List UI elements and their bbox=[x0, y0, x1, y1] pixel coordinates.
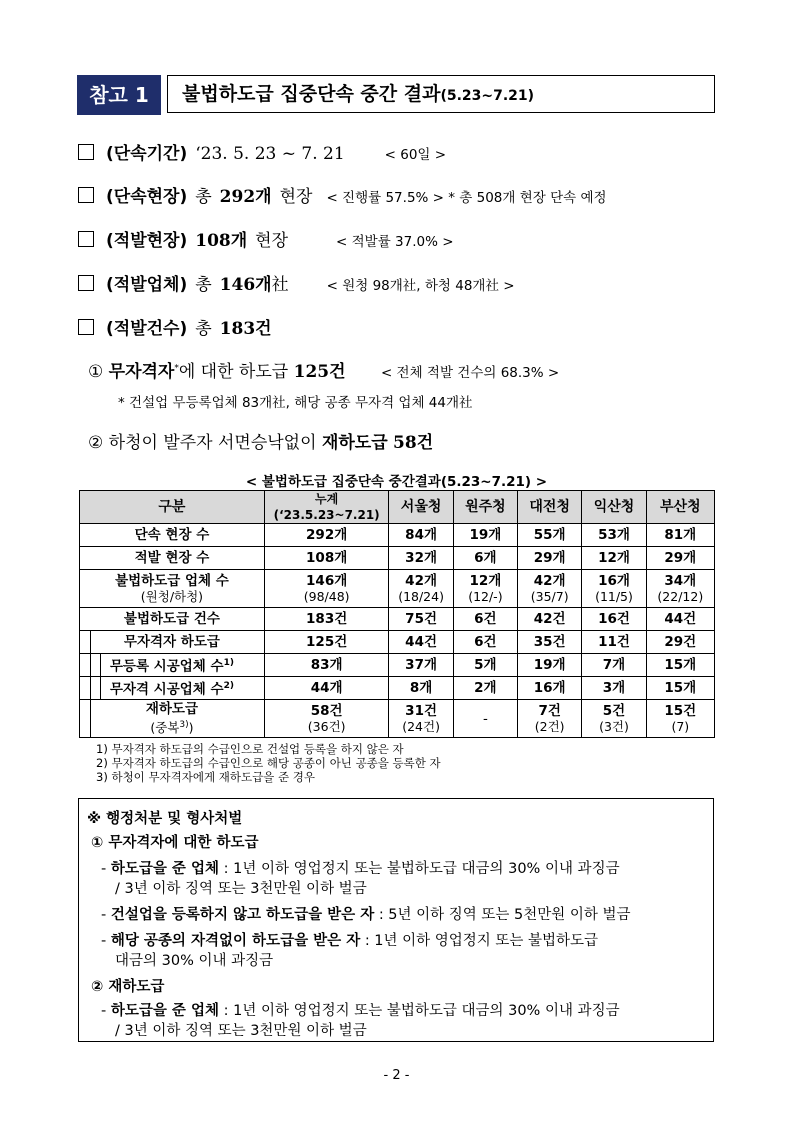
page-title bbox=[167, 75, 715, 113]
penalty-section-1: ① 무자격자에 대한 하도급 bbox=[91, 835, 259, 851]
footnote: 3) 하청이 무자격자에게 재하도급을 준 경우 bbox=[96, 770, 315, 784]
row-label-sub bbox=[80, 717, 264, 736]
cell-sub: (7) bbox=[671, 718, 690, 734]
cell: 3개 bbox=[582, 677, 646, 700]
page-number: - 2 - bbox=[383, 1068, 410, 1083]
header-cell: 부산청 bbox=[646, 491, 714, 524]
cell-sub: (98/48) bbox=[303, 588, 350, 604]
sub-value: 58건 bbox=[393, 433, 434, 453]
penalty-section-2: ② 재하도급 bbox=[91, 979, 165, 995]
footnote: 2) 무자격자 하도급의 수급인으로 해당 공종이 아닌 공종을 등록한 자 bbox=[96, 756, 441, 770]
cell: 16개 bbox=[518, 677, 582, 700]
cell bbox=[582, 700, 646, 738]
checkbox-icon bbox=[78, 187, 94, 203]
row-label: 단속 현장 수 bbox=[80, 524, 265, 547]
cell: 44건 bbox=[389, 631, 453, 654]
row-label-sub-text: (중복 bbox=[150, 720, 180, 736]
cell-main: 12개 bbox=[469, 572, 502, 589]
summary-period bbox=[78, 139, 446, 164]
dash: - bbox=[101, 1003, 107, 1019]
summary-note: < 진행률 57.5% > * 총 508개 현장 단속 예정 bbox=[326, 190, 607, 206]
cell-main: 42개 bbox=[405, 572, 437, 589]
cell-sub: (24건) bbox=[402, 718, 440, 734]
summary-suffix: 현장 bbox=[255, 231, 289, 251]
row-label-sub: (원청/하청) bbox=[140, 588, 204, 604]
checkbox-icon bbox=[78, 231, 94, 247]
sub-text: 에 대한 하도급 bbox=[178, 362, 289, 382]
cell-main: 16개 bbox=[598, 572, 630, 589]
cell: 19개 bbox=[453, 524, 517, 547]
cell: 12개 bbox=[582, 547, 646, 570]
cell: 292개 bbox=[264, 524, 389, 547]
cell: 35건 bbox=[518, 631, 582, 654]
penalty-subject: 하도급을 준 업체 bbox=[110, 1003, 219, 1019]
cell: 6개 bbox=[453, 547, 517, 570]
penalty-text: : 1년 이하 영업정지 또는 불법하도급 대금의 30% 이내 과징금 bbox=[223, 861, 620, 877]
table-row bbox=[80, 547, 715, 570]
row-label-sup: 2) bbox=[223, 681, 234, 692]
sub-item-unqualified bbox=[88, 357, 559, 382]
sub-number: ② bbox=[88, 433, 104, 453]
header-cell: 서울청 bbox=[389, 491, 453, 524]
cell bbox=[389, 570, 453, 608]
dash: - bbox=[101, 861, 107, 877]
cell: 108개 bbox=[264, 547, 389, 570]
cell: 75건 bbox=[389, 608, 453, 631]
penalty-text-cont: 대금의 30% 이내 과징금 bbox=[115, 953, 274, 969]
cell-sub: (11/5) bbox=[595, 588, 633, 604]
sub-note: < 전체 적발 건수의 68.3% > bbox=[380, 365, 560, 381]
summary-value: 183건 bbox=[219, 319, 272, 339]
cell-main: 31건 bbox=[405, 702, 437, 719]
title-period: (5.23~7.21) bbox=[440, 88, 535, 104]
sub-sup: * bbox=[174, 363, 179, 374]
penalty-text: : 5년 이하 징역 또는 5천만원 이하 벌금 bbox=[378, 907, 631, 923]
sub-label: 무자격자 bbox=[108, 362, 175, 382]
summary-value: ‘23. 5. 23 ~ 7. 21 bbox=[195, 144, 345, 164]
cell bbox=[646, 570, 714, 608]
summary-prefix: 총 bbox=[195, 319, 212, 339]
summary-value: 108개 bbox=[195, 231, 248, 251]
cell bbox=[582, 570, 646, 608]
cell: 2개 bbox=[453, 677, 517, 700]
row-label-sub-sup: 3) bbox=[179, 719, 189, 730]
cell bbox=[453, 570, 517, 608]
cell: 6건 bbox=[453, 608, 517, 631]
cell-main: 7건 bbox=[538, 702, 561, 719]
summary-sites bbox=[78, 182, 607, 207]
cell-sub: (2건) bbox=[534, 718, 565, 734]
header-cell: 누계(‘23.5.23~7.21) bbox=[264, 491, 389, 524]
table-row bbox=[80, 700, 715, 738]
cell: 44개 bbox=[264, 677, 389, 700]
header-cell: 대전청 bbox=[518, 491, 582, 524]
summary-label: (적발건수) bbox=[106, 319, 188, 339]
penalty-item bbox=[101, 929, 598, 950]
penalty-subject: 해당 공종의 자격없이 하도급을 받은 자 bbox=[110, 933, 361, 949]
cell: 83개 bbox=[264, 654, 389, 677]
summary-note: < 원청 98개社, 하청 48개社 > bbox=[326, 278, 515, 294]
cell: 125건 bbox=[264, 631, 389, 654]
penalty-text-cont: / 3년 이하 징역 또는 3천만원 이하 벌금 bbox=[115, 1023, 367, 1039]
cell: 29개 bbox=[646, 547, 714, 570]
cell: 15개 bbox=[646, 654, 714, 677]
table-row bbox=[80, 570, 715, 608]
penalty-subject: 하도급을 준 업체 bbox=[110, 861, 219, 877]
summary-detected-sites bbox=[78, 226, 454, 251]
row-label-main: 무자격 시공업체 수 bbox=[109, 681, 224, 698]
footnote: 1) 무자격자 하도급의 수급인으로 건설업 등록을 하지 않은 자 bbox=[96, 742, 404, 756]
cell bbox=[646, 700, 714, 738]
cell-main: - bbox=[482, 710, 488, 727]
row-label-main: 불법하도급 업체 수 bbox=[115, 572, 229, 589]
row-label bbox=[80, 700, 265, 738]
row-label: 적발 현장 수 bbox=[80, 547, 265, 570]
summary-companies bbox=[78, 270, 515, 295]
cell-sub: (36건) bbox=[307, 718, 346, 734]
summary-note: < 60일 > bbox=[384, 147, 447, 163]
cell bbox=[264, 700, 389, 738]
summary-prefix: 총 bbox=[195, 275, 212, 295]
summary-label: (적발업체) bbox=[106, 275, 188, 295]
row-label: 무자격자 하도급 bbox=[80, 631, 265, 654]
cell bbox=[453, 700, 517, 738]
cell: 8개 bbox=[389, 677, 453, 700]
sub-label: 재하도급 bbox=[321, 433, 388, 453]
row-label-sup: 1) bbox=[223, 658, 234, 669]
header-cell: 익산청 bbox=[582, 491, 646, 524]
cell: 183건 bbox=[264, 608, 389, 631]
penalty-item bbox=[101, 999, 620, 1020]
cell-main: 34개 bbox=[664, 572, 697, 589]
cell: 16건 bbox=[582, 608, 646, 631]
results-table bbox=[79, 490, 715, 738]
cell-main: 146개 bbox=[306, 572, 348, 589]
cell: 84개 bbox=[389, 524, 453, 547]
table-row bbox=[80, 524, 715, 547]
dash: - bbox=[101, 933, 107, 949]
table-header-row bbox=[80, 491, 715, 524]
cell: 19개 bbox=[518, 654, 582, 677]
cell-sub: (12/-) bbox=[468, 588, 503, 604]
penalty-text-cont: / 3년 이하 징역 또는 3천만원 이하 벌금 bbox=[115, 881, 367, 897]
penalty-item bbox=[101, 857, 620, 878]
penalty-title: ※ 행정처분 및 형사처벌 bbox=[87, 811, 243, 827]
table-row bbox=[80, 631, 715, 654]
summary-suffix: 社 bbox=[271, 275, 289, 295]
cell: 15개 bbox=[646, 677, 714, 700]
cell bbox=[389, 700, 453, 738]
cell bbox=[518, 700, 582, 738]
table-row bbox=[80, 677, 715, 700]
cell: 29건 bbox=[646, 631, 714, 654]
row-label bbox=[80, 654, 265, 677]
sub-footnote: * 건설업 무등록업체 83개社, 해당 공종 무자격 업체 44개社 bbox=[118, 395, 473, 411]
summary-label: (단속기간) bbox=[106, 144, 188, 164]
cell-main: 5건 bbox=[602, 702, 626, 719]
summary-prefix: 총 bbox=[195, 187, 212, 207]
header-cell: 원주청 bbox=[453, 491, 517, 524]
cell-sub: (18/24) bbox=[398, 588, 444, 604]
table-footnotes bbox=[96, 742, 441, 784]
table-row bbox=[80, 654, 715, 677]
cell-sub: (22/12) bbox=[657, 588, 704, 604]
cell: 37개 bbox=[389, 654, 453, 677]
reference-tag: 참고 1 bbox=[77, 75, 161, 115]
summary-cases bbox=[78, 314, 272, 339]
summary-value: 292개 bbox=[219, 187, 272, 207]
summary-label: (단속현장) bbox=[106, 187, 188, 207]
row-label: 불법하도급 건수 bbox=[80, 608, 265, 631]
cell: 55개 bbox=[518, 524, 582, 547]
summary-value: 146개 bbox=[219, 275, 272, 295]
sub-item-resubcontract bbox=[88, 428, 433, 453]
cell bbox=[518, 570, 582, 608]
summary-note: < 적발률 37.0% > bbox=[336, 234, 454, 250]
cell: 81개 bbox=[646, 524, 714, 547]
cell bbox=[264, 570, 389, 608]
checkbox-icon bbox=[78, 319, 94, 335]
row-label-sub-end: ) bbox=[188, 720, 194, 736]
table-row bbox=[80, 608, 715, 631]
table-caption: < 불법하도급 집중단속 중간결과(5.23~7.21) > bbox=[245, 474, 548, 490]
sub-number: ① bbox=[88, 362, 104, 382]
sub-text: 하청이 발주자 서면승낙없이 bbox=[108, 433, 317, 453]
cell-sub: (35/7) bbox=[530, 588, 569, 604]
cell: 5개 bbox=[453, 654, 517, 677]
cell-main: 58건 bbox=[310, 702, 343, 719]
cell-sub: (3건) bbox=[599, 718, 629, 734]
header-cell: 구분 bbox=[80, 491, 265, 524]
title-main: 불법하도급 집중단속 중간 결과 bbox=[182, 83, 441, 105]
cell: 29개 bbox=[518, 547, 582, 570]
cell: 11건 bbox=[582, 631, 646, 654]
penalty-box bbox=[78, 798, 714, 1042]
row-label-main: 무등록 시공업체 수 bbox=[109, 658, 224, 675]
cell: 42건 bbox=[518, 608, 582, 631]
cell: 6건 bbox=[453, 631, 517, 654]
penalty-item bbox=[101, 903, 631, 924]
dash: - bbox=[101, 907, 107, 923]
cell-main: 42개 bbox=[533, 572, 566, 589]
row-label bbox=[80, 570, 265, 608]
penalty-text: : 1년 이하 영업정지 또는 불법하도급 대금의 30% 이내 과징금 bbox=[223, 1003, 620, 1019]
summary-suffix: 현장 bbox=[279, 187, 313, 207]
cell-main: 15건 bbox=[664, 702, 697, 719]
cell: 44건 bbox=[646, 608, 714, 631]
cell: 53개 bbox=[582, 524, 646, 547]
cell: 32개 bbox=[389, 547, 453, 570]
summary-label: (적발현장) bbox=[106, 231, 188, 251]
row-label bbox=[80, 677, 265, 700]
row-label-main: 재하도급 bbox=[145, 700, 199, 717]
checkbox-icon bbox=[78, 144, 94, 160]
cell: 7개 bbox=[582, 654, 646, 677]
penalty-subject: 건설업을 등록하지 않고 하도급을 받은 자 bbox=[110, 907, 375, 923]
sub-value: 125건 bbox=[293, 362, 346, 382]
penalty-text: : 1년 이하 영업정지 또는 불법하도급 bbox=[364, 933, 599, 949]
checkbox-icon bbox=[78, 275, 94, 291]
